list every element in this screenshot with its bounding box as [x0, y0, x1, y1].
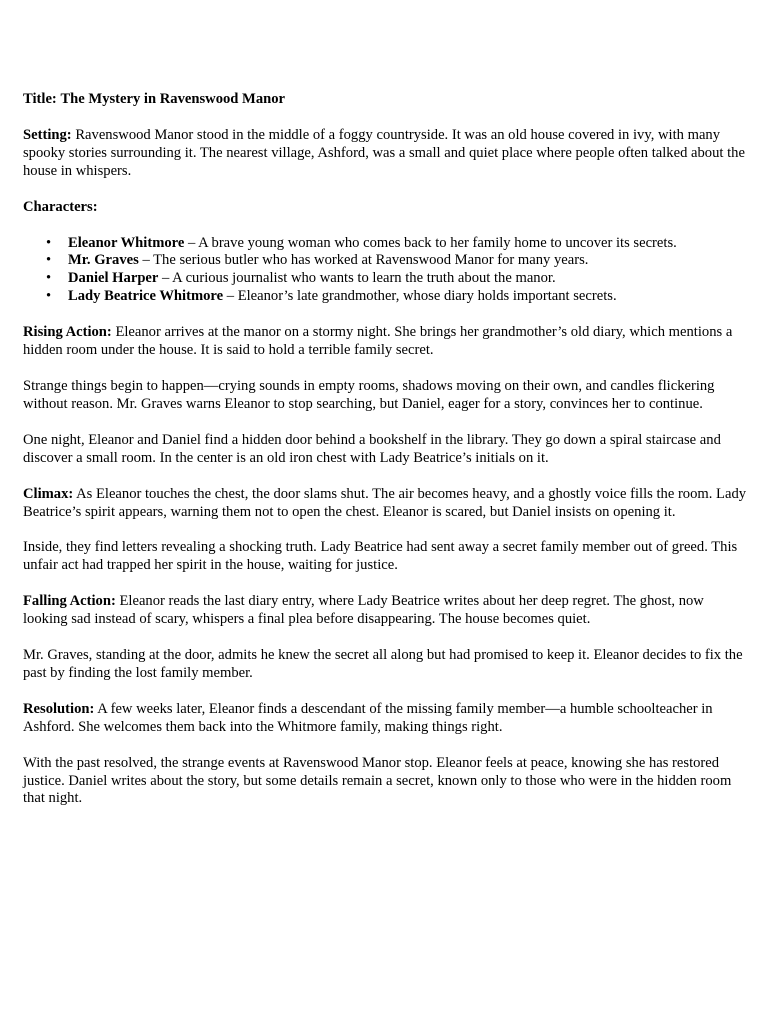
list-item [68, 235, 749, 253]
climax-text: As Eleanor touches the chest, the door slams shut. The air becomes heavy, and a ghostly voice fills the room. Lady Beatrice’s spirit appears, warning them not to open the chest. Eleanor is scared, but Daniel insists on opening it. [23, 485, 747, 520]
list-item [68, 270, 749, 288]
characters-list [23, 235, 749, 307]
character-name: Lady Beatrice Whitmore [68, 288, 224, 305]
list-item [68, 252, 749, 270]
falling-action-paragraph [23, 593, 749, 629]
resolution-text: A few weeks later, Eleanor finds a descendant of the missing family member—a humble schoolteacher in Ashford. She welcomes them back into the Whitmore family, making things right. [23, 700, 713, 735]
rising-action-text: Eleanor arrives at the manor on a stormy night. She brings her grandmother’s old diary, which mentions a hidden room under the house. It is said to hold a terrible family secret. [23, 324, 733, 359]
resolution-label: Resolution: [23, 700, 95, 717]
title-text: The Mystery in Ravenswood Manor [60, 91, 286, 107]
graves-paragraph: Mr. Graves, standing at the door, admits he knew the secret all along but had promised to keep it. Eleanor decides to fix the past by finding the lost family member. [23, 647, 743, 681]
list-item [68, 288, 749, 306]
hidden-door-paragraph: One night, Eleanor and Daniel find a hidden door behind a bookshelf in the library. They go down a spiral staircase and discover a small room. In the center is an old iron chest with Lady Beatrice’s initials on it. [23, 431, 721, 466]
character-desc: – Eleanor’s late grandmother, whose diary holds important secrets. [226, 288, 617, 305]
character-desc: – A curious journalist who wants to learn the truth about the manor. [162, 270, 556, 287]
character-name: Daniel Harper [68, 270, 159, 287]
document-page [23, 91, 749, 826]
characters-label: Characters: [23, 198, 98, 215]
resolution-paragraph [23, 701, 749, 737]
climax-label: Climax: [23, 485, 74, 502]
setting-label: Setting: [23, 126, 72, 143]
falling-action-text: Eleanor reads the last diary entry, where Lady Beatrice writes about her deep regret. The ghost, now looking sad instead of scary, whispers a final plea before disappearing. The house becomes quiet. [23, 593, 704, 628]
setting-text: Ravenswood Manor stood in the middle of a foggy countryside. It was an old house covered in ivy, with many spooky stories surrounding it. The nearest village, Ashford, was a small and quiet place where people often talked about the house in whispers. [23, 126, 745, 179]
character-desc: – The serious butler who has worked at Ravenswood Manor for many years. [142, 252, 589, 269]
characters-heading [23, 199, 749, 217]
setting-paragraph [23, 127, 749, 181]
climax-paragraph [23, 486, 749, 522]
character-desc: – A brave young woman who comes back to her family home to uncover its secrets. [188, 234, 677, 251]
character-name: Eleanor Whitmore [68, 234, 185, 251]
falling-action-label: Falling Action: [23, 593, 116, 610]
document-title [23, 91, 749, 109]
rising-action-label: Rising Action: [23, 324, 112, 341]
strange-things-paragraph: Strange things begin to happen—crying sounds in empty rooms, shadows moving on their own, and candles flickering without reason. Mr. Graves warns Eleanor to stop searching, but Daniel, eager for a story, convinces her to continue. [23, 377, 715, 412]
final-paragraph: With the past resolved, the strange events at Ravenswood Manor stop. Eleanor feels at peace, knowing she has restored justice. Daniel writes about the story, but some details remain a secret, known only to those who were in the hidden room that night. [23, 754, 732, 807]
rising-action-paragraph [23, 324, 749, 360]
letters-paragraph: Inside, they find letters revealing a shocking truth. Lady Beatrice had sent away a secret family member out of greed. This unfair act had trapped her spirit in the house, waiting for justice. [23, 539, 738, 574]
character-name: Mr. Graves [68, 252, 139, 269]
title-label: Title: [23, 91, 57, 107]
